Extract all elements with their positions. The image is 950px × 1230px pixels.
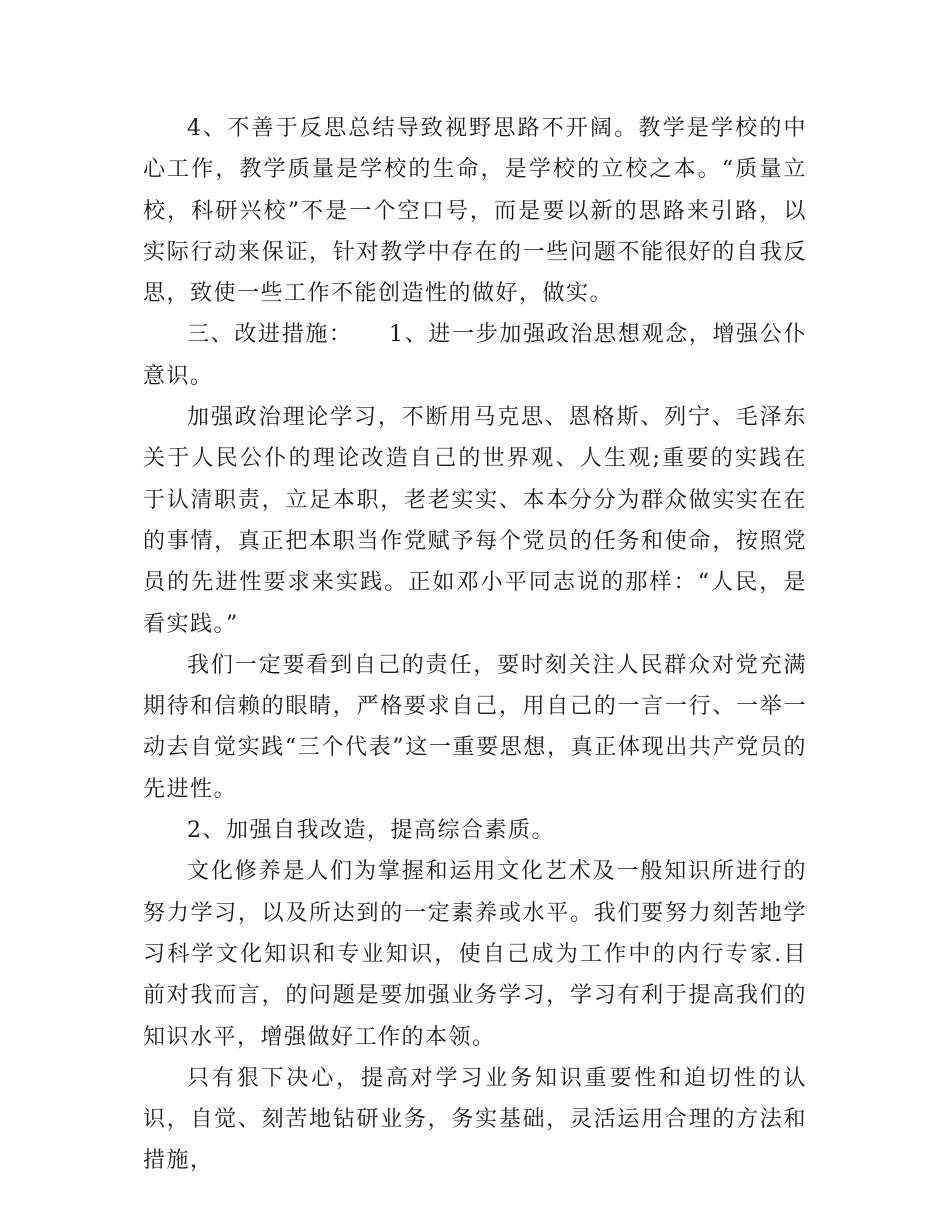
paragraph-political-study: 加强政治理论学习，不断用马克思、恩格斯、列宁、毛泽东关于人民公仆的理论改造自己的世界观、人生观;重要的实践在于认清职责，立足本职，老老实实、本本分分为群众做实实在在的事情，真正把本职当作党赋予每个党员的任务和使命，按照党员的先进性要求来实践。正如邓小平同志说的那样：“人民，是看实践。”: [143, 405, 807, 637]
paragraph-cultural-cultivation: 文化修养是人们为掌握和运用文化艺术及一般知识所进行的努力学习，以及所达到的一定素养或水平。我们要努力刻苦地学习科学文化知识和专业知识，使自己成为工作中的内行专家.目前对我而言，的问题是要加强业务学习，学习有利于提高我们的知识水平，增强做好工作的本领。: [143, 859, 807, 1050]
paragraph-responsibility: 我们一定要看到自己的责任，要时刻关注人民群众对党充满期待和信赖的眼睛，严格要求自己，用自己的一言一行、一举一动去自觉实践“三个代表”这一重要思想，真正体现出共产党员的先进性。: [143, 652, 807, 802]
document-body: [143, 108, 807, 1182]
paragraph-self-improvement-heading: 2、加强自我改造，提高综合素质。: [187, 818, 555, 844]
paragraph-business-study: 只有狠下决心，提高对学习业务知识重要性和迫切性的认识，自觉、刻苦地钻研业务，务实基础，灵活运用合理的方法和措施，: [143, 1065, 807, 1174]
paragraph-reflection-issue: 4、不善于反思总结导致视野思路不开阔。教学是学校的中心工作，教学质量是学校的生命，是学校的立校之本。“质量立校，科研兴校”不是一个空口号，而是要以新的思路来引路，以实际行动来保证，针对教学中存在的一些问题不能很好的自我反思，致使一些工作不能创造性的做好，做实。: [143, 116, 807, 307]
paragraph-improvement-measures: 三、改进措施： 1、进一步加强政治思想观念，增强公仆意识。: [143, 322, 807, 389]
